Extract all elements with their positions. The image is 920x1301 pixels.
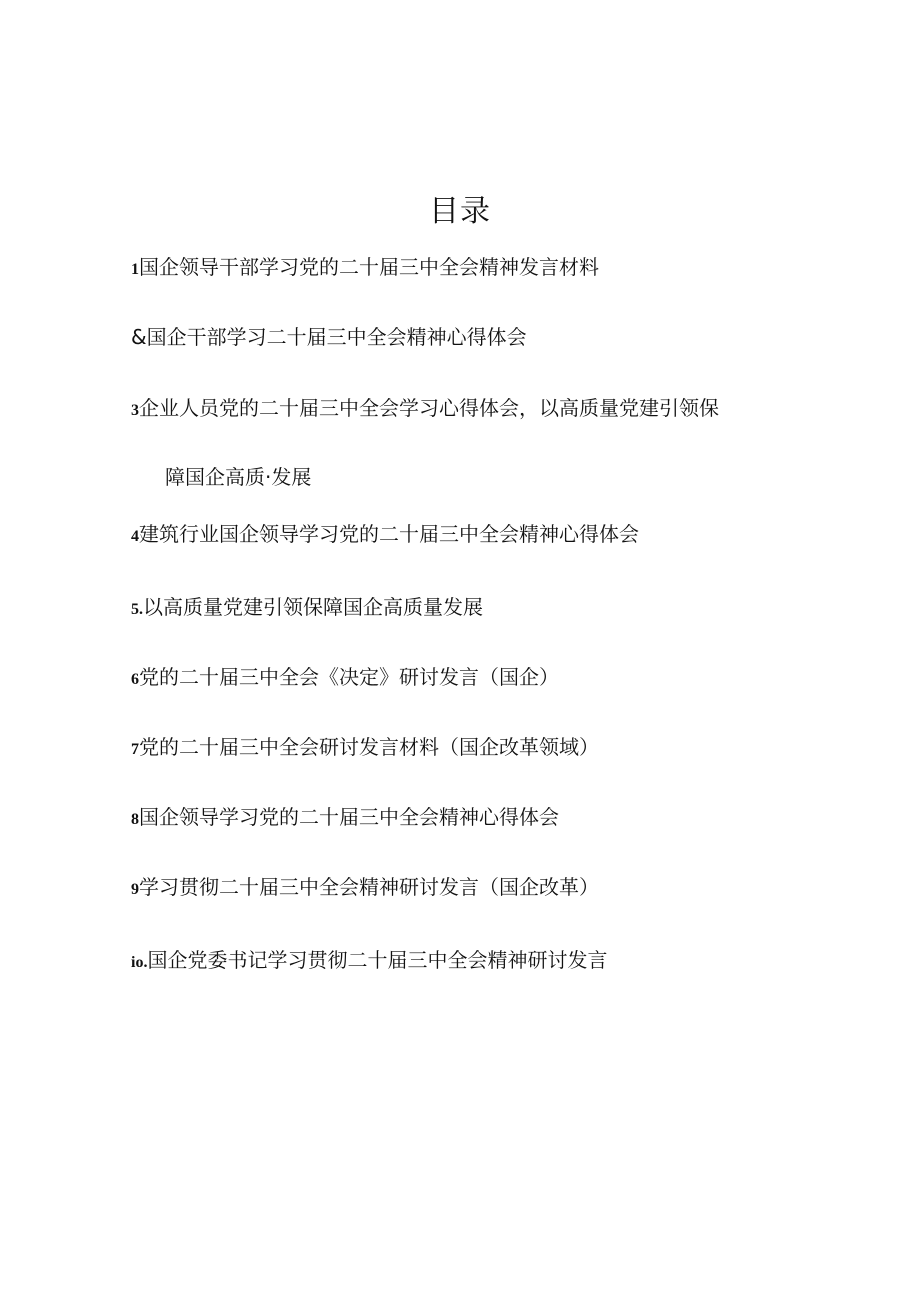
toc-title: 目录 (429, 194, 491, 230)
toc-item-number: 6 (131, 671, 139, 688)
toc-item-5 (131, 590, 871, 627)
toc-item-text: 建筑行业国企领导学习党的二十届三中全会精神心得体会 (139, 522, 639, 546)
toc-item-number: 1 (131, 261, 139, 278)
toc-item-number: 4 (131, 528, 139, 545)
toc-item-number: 3 (131, 402, 139, 419)
toc-item-text: 以高质量党建引领保障国企高质量发展 (143, 595, 483, 619)
toc-item-1 (131, 250, 871, 287)
toc-item-number: 8 (131, 811, 139, 828)
toc-item-number: 5. (131, 601, 143, 618)
toc-item-text: 国企领导干部学习党的二十届三中全会精神发言材料 (139, 255, 599, 279)
toc-item-6 (131, 660, 871, 697)
toc-item-9 (131, 870, 871, 907)
toc-item-number: 9 (131, 881, 139, 898)
toc-item-number: io. (131, 954, 148, 971)
toc-item-4 (131, 517, 871, 554)
toc-item-text: 国企领导学习党的二十届三中全会精神心得体会 (139, 805, 559, 829)
toc-item-7 (131, 730, 871, 767)
toc-item-text: 党的二十届三中全会研讨发言材料（国企改革领域） (139, 735, 599, 759)
toc-item-8 (131, 800, 871, 837)
toc-item-text: 学习贯彻二十届三中全会精神研讨发言（国企改革） (139, 875, 599, 899)
toc-item-text: 国企党委书记学习贯彻二十届三中全会精神研讨发言 (147, 948, 608, 972)
toc-item-text: 党的二十届三中全会《决定》研讨发言（国企） (139, 665, 559, 689)
toc-item-text: 国企干部学习二十届三中全会精神心得体会 (146, 325, 527, 349)
toc-item-text: 企业人员党的二十届三中全会学习心得体会，以高质量党建引领保 (139, 396, 719, 420)
toc-item-3 (131, 391, 871, 494)
toc-item-10 (131, 943, 871, 980)
toc-item-number: 7 (131, 741, 139, 758)
toc-item-2 (131, 320, 871, 354)
toc-item-text-continuation: 障国企高质·发展 (165, 465, 312, 489)
toc-item-number: & (131, 325, 147, 349)
